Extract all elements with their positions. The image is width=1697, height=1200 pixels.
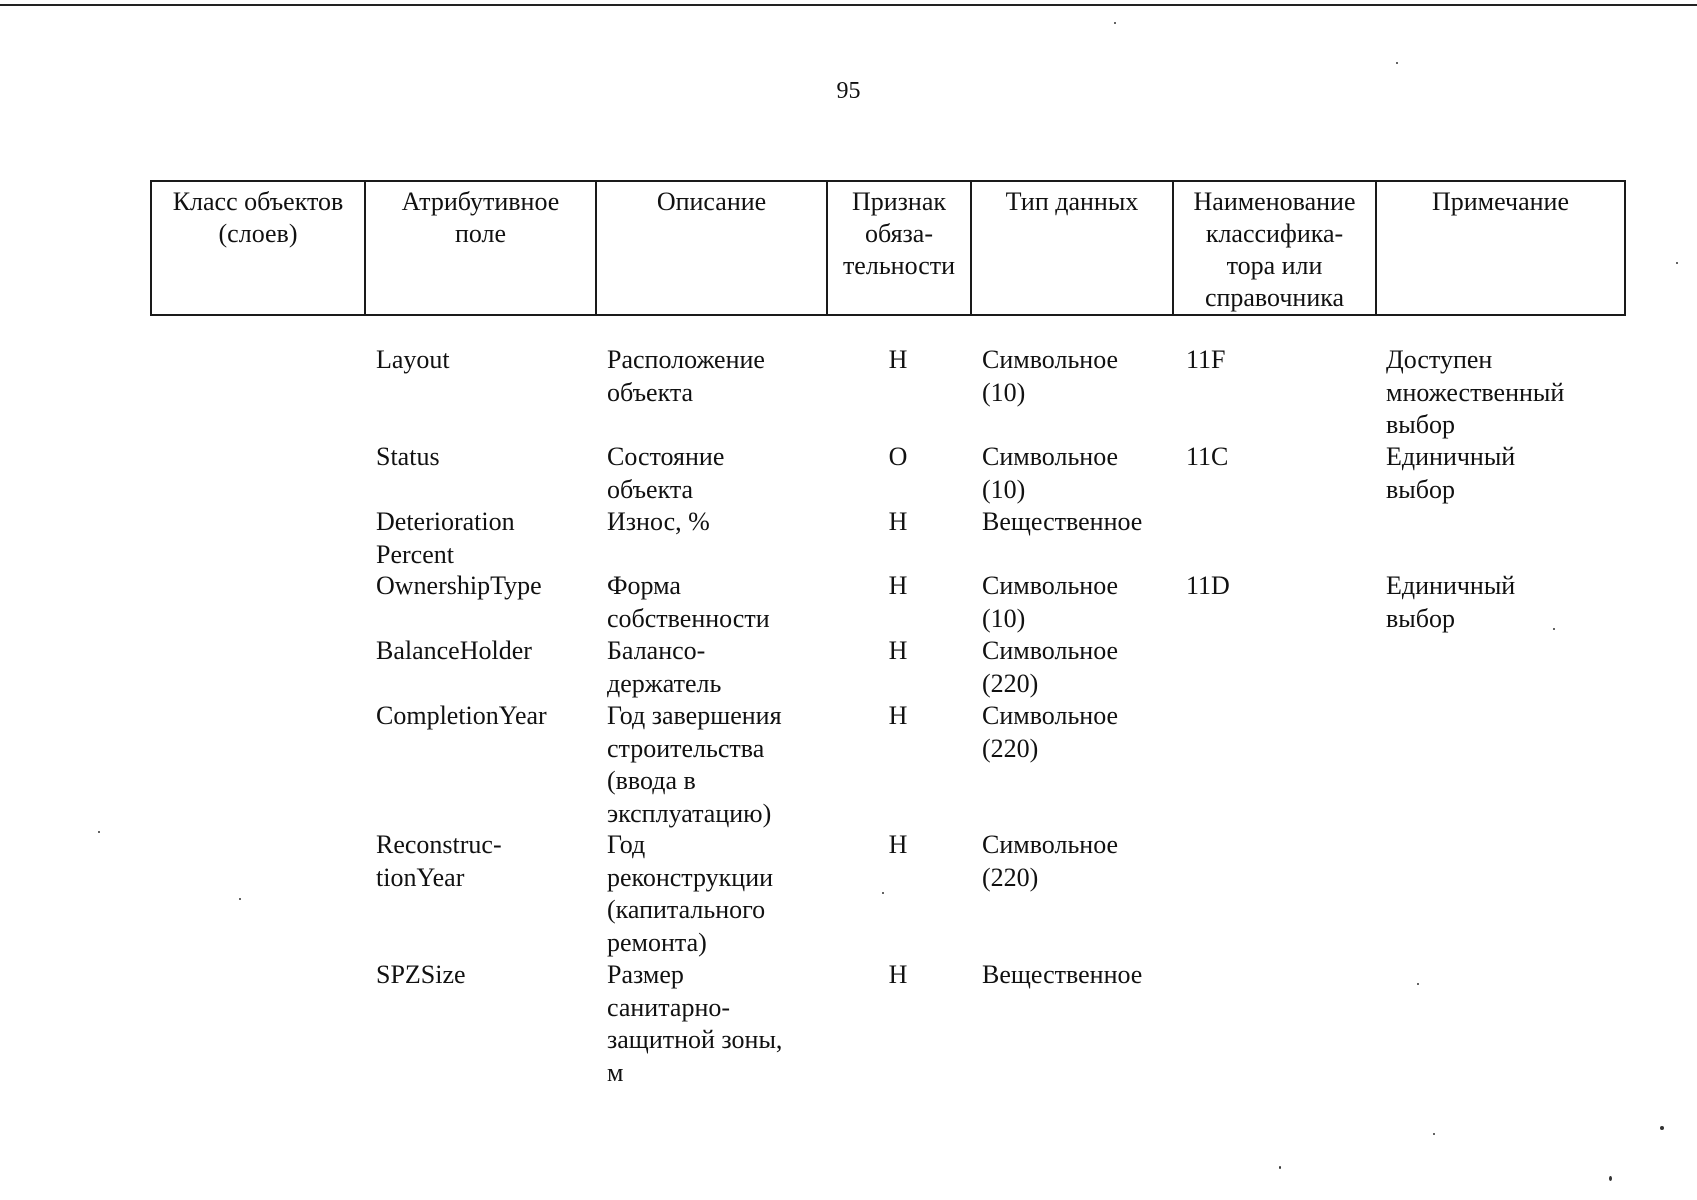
description-cell: Балансо- держатель: [607, 636, 722, 698]
required-cell: Н: [888, 507, 908, 536]
table-row: [150, 344, 1624, 441]
scan-speck: [1279, 1166, 1281, 1169]
scan-speck: [1609, 1176, 1612, 1181]
data-type-cell: Символьное (10): [982, 345, 1119, 407]
data-type-cell: Символьное (10): [982, 571, 1119, 633]
classifier-cell: 11D: [1186, 571, 1230, 600]
description-cell: Форма собственности: [607, 571, 770, 633]
scan-speck: [1553, 628, 1555, 630]
table-row: [150, 829, 1624, 959]
scan-speck: [882, 892, 884, 894]
table-row: [150, 959, 1624, 1089]
attribute-cell: CompletionYear: [376, 701, 547, 730]
data-type-cell: Символьное (220): [982, 701, 1119, 763]
table-row: [150, 441, 1624, 506]
description-cell: Износ, %: [607, 507, 710, 536]
scan-speck: [1396, 62, 1398, 64]
attribute-cell: Reconstruc- tionYear: [376, 830, 502, 892]
attribute-cell: BalanceHolder: [376, 636, 532, 665]
scan-speck: [98, 831, 100, 833]
header-attribute-field: Атрибутивное поле: [365, 181, 596, 315]
description-cell: Состояние объекта: [607, 442, 725, 504]
classifier-cell: 11C: [1186, 442, 1229, 471]
attribute-cell: SPZSize: [376, 960, 466, 989]
scan-speck: [1660, 1126, 1664, 1130]
attribute-cell: Layout: [376, 345, 450, 374]
scan-speck: [1417, 983, 1419, 985]
scan-speck: [239, 898, 241, 900]
attribute-cell: Deterioration Percent: [376, 507, 515, 569]
scan-speck: [1676, 262, 1678, 264]
scan-speck: [1433, 1133, 1435, 1135]
data-type-cell: Символьное (10): [982, 442, 1119, 504]
header-data-type: Тип данных: [971, 181, 1173, 315]
header-classifier-name: Наименование классифика- тора или справочника: [1173, 181, 1376, 315]
table-row: [150, 635, 1624, 700]
description-cell: Расположение объекта: [607, 345, 765, 407]
header-required-flag: Признак обяза- тельности: [827, 181, 971, 315]
required-cell: Н: [888, 636, 908, 665]
data-type-cell: Символьное (220): [982, 636, 1119, 698]
header-note: Примечание: [1376, 181, 1625, 315]
scan-speck: [1114, 22, 1116, 24]
page-number: 95: [836, 78, 861, 104]
description-cell: Год завершения строительства (ввода в эксплуатацию): [607, 701, 782, 828]
required-cell: Н: [888, 830, 908, 859]
table-row: [150, 570, 1624, 635]
attributes-table-body: [150, 344, 1624, 1089]
required-cell: О: [888, 442, 908, 471]
required-cell: Н: [888, 960, 908, 989]
header-description: Описание: [596, 181, 827, 315]
attributes-table-header: [150, 180, 1626, 316]
table-row: [150, 506, 1624, 570]
description-cell: Размер санитарно- защитной зоны, м: [607, 960, 783, 1087]
classifier-cell: 11F: [1186, 345, 1226, 374]
note-cell: Доступен множественный выбор: [1386, 345, 1565, 439]
header-object-class: Класс объектов (слоев): [151, 181, 365, 315]
top-rule: [0, 4, 1697, 6]
header-row: [151, 181, 1625, 315]
description-cell: Год реконструкции (капитального ремонта): [607, 830, 774, 957]
data-type-cell: Символьное (220): [982, 830, 1119, 892]
data-type-cell: Вещественное: [982, 507, 1143, 536]
note-cell: Единичный выбор: [1386, 442, 1516, 504]
required-cell: Н: [888, 701, 908, 730]
note-cell: Единичный выбор: [1386, 571, 1516, 633]
attribute-cell: Status: [376, 442, 440, 471]
data-type-cell: Вещественное: [982, 960, 1143, 989]
required-cell: Н: [888, 345, 908, 374]
required-cell: Н: [888, 571, 908, 600]
attribute-cell: OwnershipType: [376, 571, 542, 600]
table-row: [150, 700, 1624, 829]
